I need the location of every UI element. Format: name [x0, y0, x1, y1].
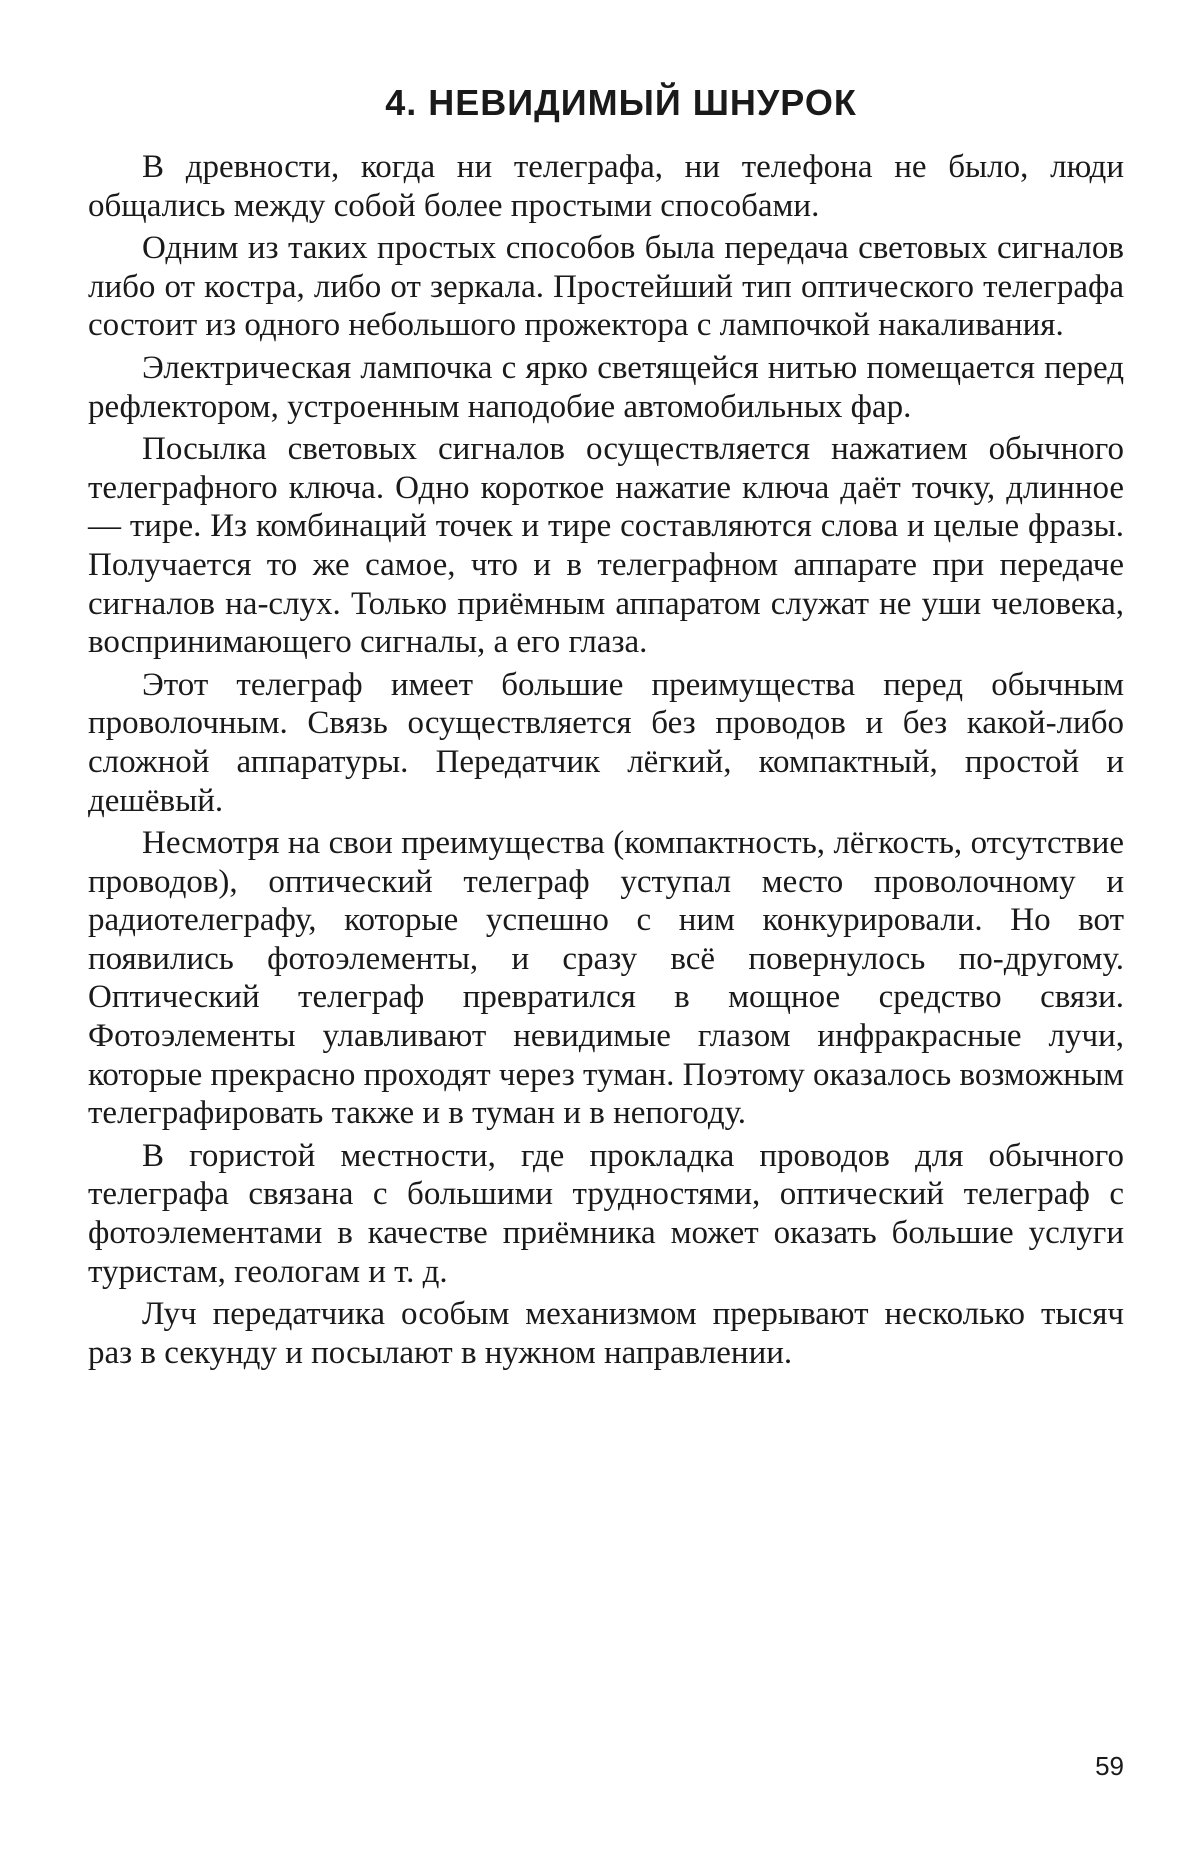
paragraph-3: Электрическая лампочка с ярко светящейся нитью помещается перед рефлектором, устроенным наподобие автомобильных фар. — [88, 349, 1124, 425]
paragraph-1: В древности, когда ни телеграфа, ни телефона не было, люди общались между собой более простыми способами. — [88, 149, 1124, 224]
paragraph-7: В гористой местности, где прокладка проводов для обычного телеграфа связана с большими трудностями, оптический телеграф с фотоэлементами в качестве приёмника может оказать большие услуги туристам, геологам и т. д. — [88, 1137, 1124, 1290]
paragraph-8: Луч передатчика особым механизмом прерывают несколько тысяч раз в секунду и посылают в нужном направлении. — [88, 1296, 1124, 1371]
page-number: 59 — [1095, 1751, 1124, 1781]
chapter-title: 4. НЕВИДИМЫЙ ШНУРОК — [385, 82, 857, 123]
paragraph-5: Этот телеграф имеет большие преимущества перед обычным проволочным. Связь осуществляется без проводов и без какой-либо сложной аппаратуры. Передатчик лёгкий, компактный, простой и дешёвый. — [88, 666, 1124, 819]
page-content — [88, 80, 1124, 1376]
paragraph-2: Одним из таких простых способов была передача световых сигналов либо от костра, либо от зеркала. Простейший тип оптического телеграфа состоит из одного небольшого прожектора с лампочкой накаливания. — [88, 230, 1124, 344]
paragraph-4: Посылка световых сигналов осуществляется нажатием обычного телеграфного ключа. Одно короткое нажатие ключа даёт точку, длинное — тире. Из комбинаций точек и тире составляются слова и целые фразы. Получается то же самое, что и в телеграфном аппарате при передаче сигналов на-слух. Только приёмным аппаратом служат не уши человека, воспринимающего сигналы, а его глаза. — [88, 431, 1124, 661]
paragraph-6: Несмотря на свои преимущества (компактность, лёгкость, отсутствие проводов), оптический телеграф уступал место проволочному и радиотелеграфу, которые успешно с ним конкурировали. Но вот появились фотоэлементы, и сразу всё повернулось по-другому. Оптический телеграф превратился в мощное средство связи. Фотоэлементы улавливают невидимые глазом инфракрасные лучи, которые прекрасно проходят через туман. Поэтому оказалось возможным телеграфировать также и в туман и в непогоду. — [88, 825, 1124, 1132]
